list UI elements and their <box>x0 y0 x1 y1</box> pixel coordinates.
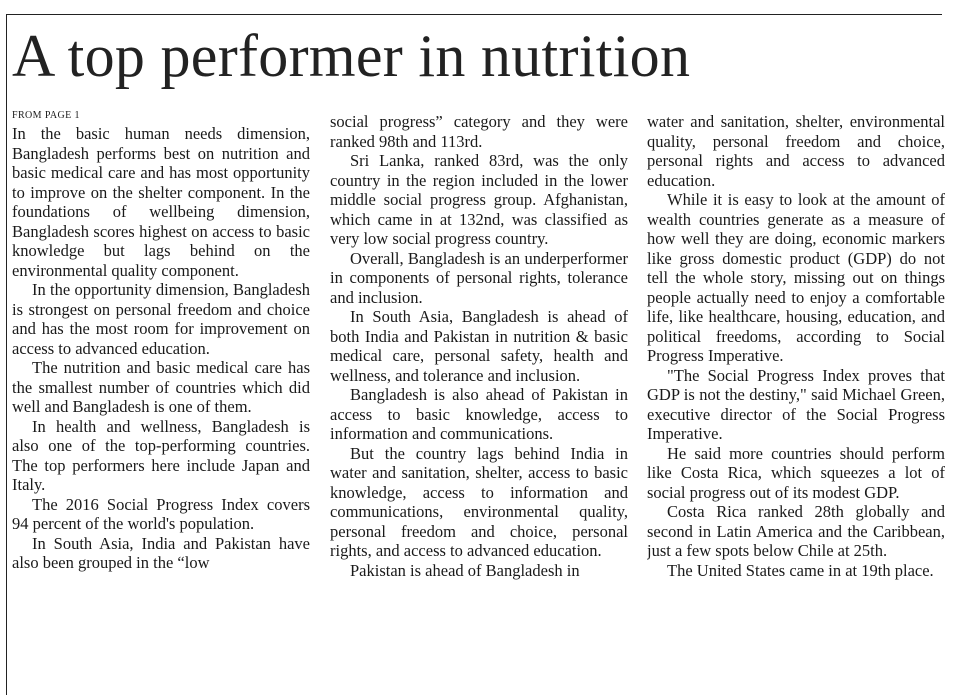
article-column-2 <box>330 112 628 695</box>
headline: A top performer in nutrition <box>12 23 691 89</box>
paragraph: Costa Rica ranked 28th globally and second in Latin America and the Caribbean, just a few spots below Chile at 25th. <box>647 502 945 560</box>
article-column-3 <box>647 112 945 695</box>
top-rule <box>6 14 942 15</box>
paragraph: "The Social Progress Index proves that GDP is not the destiny," said Michael Green, executive director of the Social Progress Imperative. <box>647 365 945 443</box>
left-rule <box>6 14 7 695</box>
paragraph: In the opportunity dimension, Bangladesh is strongest on personal freedom and choice and has the most room for improvement on access to advanced education. <box>12 280 310 358</box>
paragraph: He said more countries should perform like Costa Rica, which squeezes a lot of social progress out of its modest GDP. <box>647 443 945 502</box>
paragraph: Pakistan is ahead of Bangladesh in <box>350 560 580 580</box>
paragraph: In the basic human needs dimension, Bangladesh performs best on nutrition and basic medical care and has most opportunity to improve on the shelter component. In the foundations of wellbeing dimension, Bangladesh scores highest on access to basic knowledge but lags behind on the environmental quality component. <box>12 124 310 280</box>
paragraph: While it is easy to look at the amount of wealth countries generate as a measure of how well they are doing, economic markers like gross domestic product (GDP) do not tell the whole story, missing out on things people actually need to enjoy a comfortable life, like healthcare, housing, education, and political freedoms, according to Social Progress Imperative. <box>647 190 945 365</box>
from-page-kicker: FROM PAGE 1 <box>12 110 80 121</box>
paragraph: The 2016 Social Progress Index covers 94 percent of the world's population. <box>12 494 310 533</box>
paragraph: But the country lags behind India in water and sanitation, shelter, access to basic knowledge, access to information and communications, environmental quality, personal freedom and choice, personal rights, and access to advanced education. <box>330 443 628 560</box>
paragraph: social progress” category and they were ranked 98th and 113rd. <box>330 112 628 151</box>
paragraph: Bangladesh is also ahead of Pakistan in access to basic knowledge, access to information and communications. <box>330 385 628 443</box>
paragraph: The nutrition and basic medical care has the smallest number of countries which did well and Bangladesh is one of them. <box>12 358 310 416</box>
paragraph: water and sanitation, shelter, environmental quality, personal freedom and choice, personal rights and access to advanced education. <box>647 112 945 190</box>
article-column-1 <box>12 110 310 695</box>
paragraph: In South Asia, Bangladesh is ahead of both India and Pakistan in nutrition & basic medical care, personal safety, health and wellness, and tolerance and inclusion. <box>330 307 628 385</box>
paragraph: The United States came in at 19th place. <box>667 560 934 580</box>
paragraph: Sri Lanka, ranked 83rd, was the only country in the region included in the lower middle social progress group. Afghanistan, which came in at 132nd, was classified as very low social progress country. <box>330 151 628 248</box>
paragraph: In health and wellness, Bangladesh is also one of the top-performing countries. The top performers here include Japan and Italy. <box>12 416 310 494</box>
paragraph: Overall, Bangladesh is an underperformer in components of personal rights, tolerance and inclusion. <box>330 248 628 307</box>
paragraph: In South Asia, India and Pakistan have also been grouped in the “low <box>12 533 310 572</box>
